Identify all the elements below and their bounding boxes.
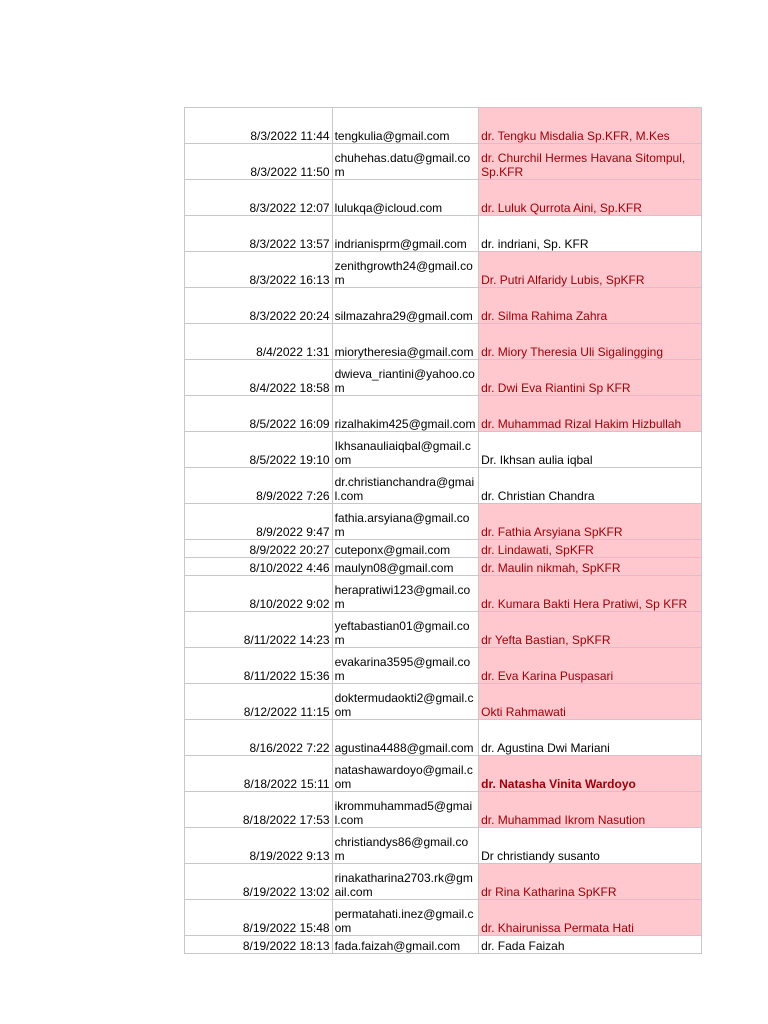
email-cell[interactable]: ikrommuhammad5@gmail.com <box>332 792 479 828</box>
table-row <box>185 684 702 720</box>
name-cell[interactable]: dr. Khairunissa Permata Hati <box>479 900 702 936</box>
name-cell[interactable]: dr. Christian Chandra <box>479 468 702 504</box>
table-row <box>185 828 702 864</box>
timestamp-cell[interactable]: 8/19/2022 15:48 <box>185 900 333 936</box>
table-row <box>185 936 702 954</box>
table-row <box>185 324 702 360</box>
email-cell[interactable]: chuhehas.datu@gmail.com <box>332 144 479 180</box>
table-body <box>185 108 702 954</box>
email-cell[interactable]: miorytheresia@gmail.com <box>332 324 479 360</box>
timestamp-cell[interactable]: 8/3/2022 11:50 <box>185 144 333 180</box>
name-cell[interactable]: Okti Rahmawati <box>479 684 702 720</box>
name-cell[interactable]: dr. Churchil Hermes Havana Sitompul, Sp.KFR <box>479 144 702 180</box>
timestamp-cell[interactable]: 8/19/2022 9:13 <box>185 828 333 864</box>
table-row <box>185 108 702 144</box>
name-cell[interactable]: dr. Tengku Misdalia Sp.KFR, M.Kes <box>479 108 702 144</box>
table-row <box>185 468 702 504</box>
email-cell[interactable]: maulyn08@gmail.com <box>332 558 479 576</box>
email-cell[interactable]: doktermudaokti2@gmail.com <box>332 684 479 720</box>
table-row <box>185 576 702 612</box>
name-cell[interactable]: dr. Fada Faizah <box>479 936 702 954</box>
table-row <box>185 288 702 324</box>
name-cell[interactable]: Dr. Ikhsan aulia iqbal <box>479 432 702 468</box>
timestamp-cell[interactable]: 8/4/2022 1:31 <box>185 324 333 360</box>
email-cell[interactable]: permatahati.inez@gmail.com <box>332 900 479 936</box>
table-row <box>185 864 702 900</box>
name-cell[interactable]: dr. Fathia Arsyiana SpKFR <box>479 504 702 540</box>
name-cell[interactable]: dr. Kumara Bakti Hera Pratiwi, Sp KFR <box>479 576 702 612</box>
name-cell[interactable]: dr. Silma Rahima Zahra <box>479 288 702 324</box>
timestamp-cell[interactable]: 8/9/2022 20:27 <box>185 540 333 558</box>
email-cell[interactable]: agustina4488@gmail.com <box>332 720 479 756</box>
timestamp-cell[interactable]: 8/3/2022 11:44 <box>185 108 333 144</box>
table-row <box>185 558 702 576</box>
name-cell[interactable]: dr. Maulin nikmah, SpKFR <box>479 558 702 576</box>
email-cell[interactable]: fada.faizah@gmail.com <box>332 936 479 954</box>
email-cell[interactable]: Ikhsanauliaiqbal@gmail.com <box>332 432 479 468</box>
table-row <box>185 360 702 396</box>
timestamp-cell[interactable]: 8/19/2022 18:13 <box>185 936 333 954</box>
email-cell[interactable]: natashawardoyo@gmail.com <box>332 756 479 792</box>
email-cell[interactable]: fathia.arsyiana@gmail.com <box>332 504 479 540</box>
table-row <box>185 252 702 288</box>
name-cell[interactable]: dr. Eva Karina Puspasari <box>479 648 702 684</box>
table-row <box>185 216 702 252</box>
email-cell[interactable]: indrianisprm@gmail.com <box>332 216 479 252</box>
name-cell[interactable]: dr. Miory Theresia Uli Sigalingging <box>479 324 702 360</box>
timestamp-cell[interactable]: 8/3/2022 20:24 <box>185 288 333 324</box>
timestamp-cell[interactable]: 8/10/2022 4:46 <box>185 558 333 576</box>
name-cell[interactable]: dr. Luluk Qurrota Aini, Sp.KFR <box>479 180 702 216</box>
name-cell[interactable]: dr. Muhammad Ikrom Nasution <box>479 792 702 828</box>
table-row <box>185 504 702 540</box>
email-cell[interactable]: christiandys86@gmail.com <box>332 828 479 864</box>
timestamp-cell[interactable]: 8/10/2022 9:02 <box>185 576 333 612</box>
email-cell[interactable]: lulukqa@icloud.com <box>332 180 479 216</box>
timestamp-cell[interactable]: 8/9/2022 9:47 <box>185 504 333 540</box>
table-row <box>185 540 702 558</box>
name-cell[interactable]: dr Rina Katharina SpKFR <box>479 864 702 900</box>
table-row <box>185 432 702 468</box>
timestamp-cell[interactable]: 8/5/2022 16:09 <box>185 396 333 432</box>
name-cell[interactable]: dr Yefta Bastian, SpKFR <box>479 612 702 648</box>
table-row <box>185 648 702 684</box>
table-row <box>185 144 702 180</box>
timestamp-cell[interactable]: 8/18/2022 17:53 <box>185 792 333 828</box>
email-cell[interactable]: silmazahra29@gmail.com <box>332 288 479 324</box>
timestamp-cell[interactable]: 8/5/2022 19:10 <box>185 432 333 468</box>
email-cell[interactable]: zenithgrowth24@gmail.com <box>332 252 479 288</box>
name-cell[interactable]: dr. Muhammad Rizal Hakim Hizbullah <box>479 396 702 432</box>
timestamp-cell[interactable]: 8/19/2022 13:02 <box>185 864 333 900</box>
name-cell[interactable]: dr. Agustina Dwi Mariani <box>479 720 702 756</box>
name-cell[interactable]: dr. Natasha Vinita Wardoyo <box>479 756 702 792</box>
table-row <box>185 756 702 792</box>
email-cell[interactable]: cuteponx@gmail.com <box>332 540 479 558</box>
table-row <box>185 396 702 432</box>
timestamp-cell[interactable]: 8/11/2022 14:23 <box>185 612 333 648</box>
name-cell[interactable]: dr. indriani, Sp. KFR <box>479 216 702 252</box>
timestamp-cell[interactable]: 8/9/2022 7:26 <box>185 468 333 504</box>
email-cell[interactable]: herapratiwi123@gmail.com <box>332 576 479 612</box>
table-row <box>185 900 702 936</box>
name-cell[interactable]: dr. Lindawati, SpKFR <box>479 540 702 558</box>
name-cell[interactable]: dr. Dwi Eva Riantini Sp KFR <box>479 360 702 396</box>
email-cell[interactable]: dwieva_riantini@yahoo.com <box>332 360 479 396</box>
table-row <box>185 792 702 828</box>
timestamp-cell[interactable]: 8/4/2022 18:58 <box>185 360 333 396</box>
table-row <box>185 720 702 756</box>
spreadsheet-table <box>184 107 702 954</box>
email-cell[interactable]: yeftabastian01@gmail.com <box>332 612 479 648</box>
timestamp-cell[interactable]: 8/16/2022 7:22 <box>185 720 333 756</box>
timestamp-cell[interactable]: 8/18/2022 15:11 <box>185 756 333 792</box>
email-cell[interactable]: evakarina3595@gmail.com <box>332 648 479 684</box>
table-row <box>185 180 702 216</box>
timestamp-cell[interactable]: 8/12/2022 11:15 <box>185 684 333 720</box>
name-cell[interactable]: Dr christiandy susanto <box>479 828 702 864</box>
timestamp-cell[interactable]: 8/11/2022 15:36 <box>185 648 333 684</box>
email-cell[interactable]: dr.christianchandra@gmail.com <box>332 468 479 504</box>
timestamp-cell[interactable]: 8/3/2022 13:57 <box>185 216 333 252</box>
email-cell[interactable]: tengkulia@gmail.com <box>332 108 479 144</box>
email-cell[interactable]: rizalhakim425@gmail.com <box>332 396 479 432</box>
name-cell[interactable]: Dr. Putri Alfaridy Lubis, SpKFR <box>479 252 702 288</box>
email-cell[interactable]: rinakatharina2703.rk@gmail.com <box>332 864 479 900</box>
timestamp-cell[interactable]: 8/3/2022 16:13 <box>185 252 333 288</box>
table-row <box>185 612 702 648</box>
timestamp-cell[interactable]: 8/3/2022 12:07 <box>185 180 333 216</box>
